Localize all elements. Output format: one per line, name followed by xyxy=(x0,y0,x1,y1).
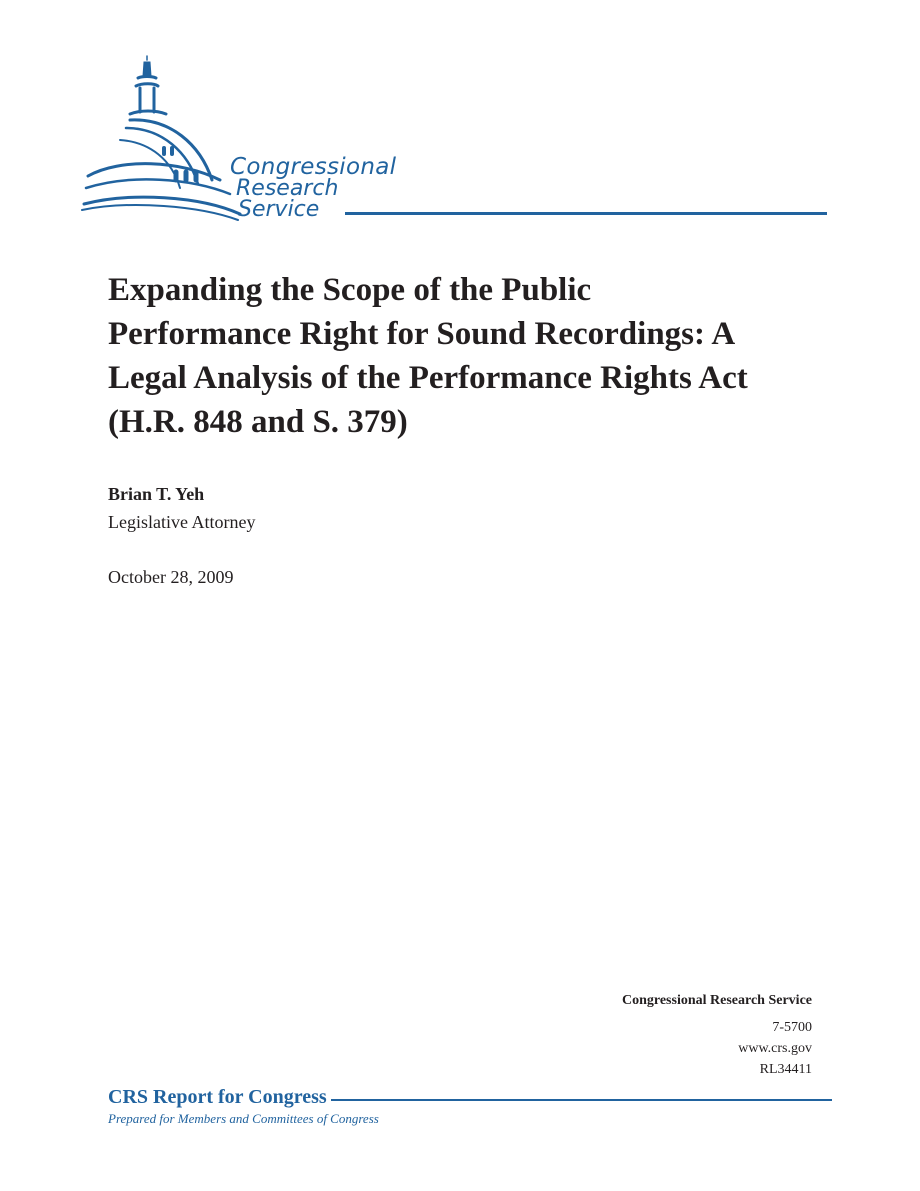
report-date: October 28, 2009 xyxy=(108,567,234,587)
logo-text-service: Service xyxy=(238,197,320,222)
crs-website: www.crs.gov xyxy=(738,1041,812,1056)
report-title-line: Expanding the Scope of the Public xyxy=(108,272,592,308)
report-title-line: Performance Right for Sound Recordings: A xyxy=(108,316,736,352)
author-role: Legislative Attorney xyxy=(108,512,256,532)
report-title xyxy=(108,268,828,444)
report-title-line: Legal Analysis of the Performance Rights Act xyxy=(108,360,748,396)
report-title-line: (H.R. 848 and S. 379) xyxy=(108,404,408,440)
logo-rule xyxy=(345,212,827,215)
crs-logo xyxy=(80,48,840,228)
author-name: Brian T. Yeh xyxy=(108,484,205,504)
crs-contact-block xyxy=(622,990,812,1080)
crs-org-name: Congressional Research Service xyxy=(621,993,812,1008)
footer xyxy=(108,1086,832,1127)
footer-subtitle: Prepared for Members and Committees of Congress xyxy=(108,1111,379,1126)
logo-text-congressional: Congressional xyxy=(230,154,397,180)
crs-report-number: RL34411 xyxy=(759,1062,812,1077)
crs-phone: 7-5700 xyxy=(772,1020,812,1035)
footer-title: CRS Report for Congress xyxy=(108,1086,331,1109)
logo-text-research: Research xyxy=(236,176,339,201)
